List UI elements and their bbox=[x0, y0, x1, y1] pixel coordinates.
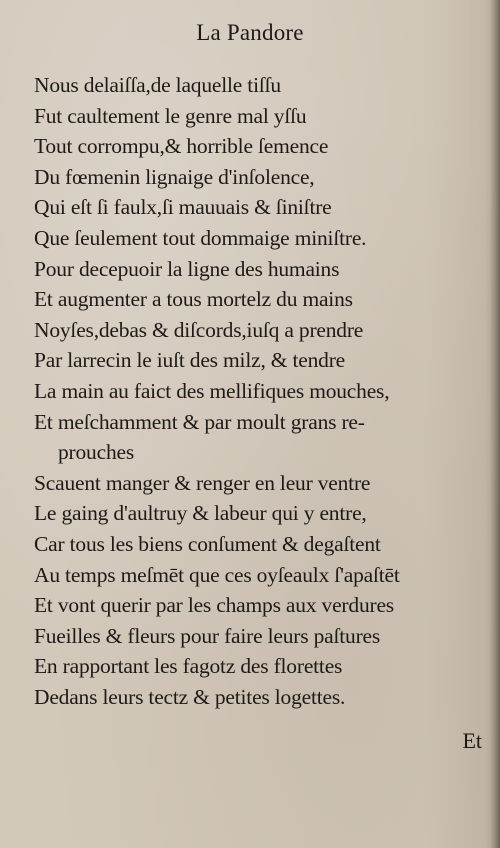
page-edge-shadow bbox=[490, 0, 500, 848]
verse-line: Le gaing d'aultruy & labeur qui y entre, bbox=[34, 501, 367, 526]
verse-line: Et vont querir par les champs aux verdures bbox=[34, 593, 394, 618]
verse-line: En rapportant les fagotz des florettes bbox=[34, 654, 343, 679]
verse-line: Du fœmenin lignaige d'inſolence, bbox=[34, 164, 315, 189]
verse-line: Car tous les biens conſument & degaſtent bbox=[34, 531, 381, 556]
verse-line: Qui eſt ſi faulx,ſi mauuais & ſiniſtre bbox=[34, 195, 332, 220]
verse-line: Par larrecin le iuſt des milz, & tendre bbox=[34, 348, 346, 373]
verse-line: Tout corrompu,& horrible ſemence bbox=[34, 134, 329, 159]
verse-line: Dedans leurs tectz & petites logettes. bbox=[34, 684, 346, 709]
verse-line: Fueilles & fleurs pour faire leurs paſtures bbox=[34, 623, 381, 648]
verse-line-continuation: prouches bbox=[58, 440, 135, 465]
verse-line: Scauent manger & renger en leur ventre bbox=[34, 470, 371, 495]
verse-line: La main au faict des mellifiques mouches, bbox=[34, 378, 390, 403]
verse-line: Que ſeulement tout dommaige miniſtre. bbox=[34, 225, 367, 250]
verse-line: Au temps meſmēt que ces oyſeaulx ſ'apaſtēt bbox=[34, 562, 400, 587]
verse-line: Noyſes,debas & diſcords,iuſq a prendre bbox=[34, 317, 364, 342]
verse-line: Et meſchamment & par moult grans re- bbox=[34, 409, 365, 434]
catchword: Et bbox=[462, 728, 482, 753]
verse-line: Fut caultement le genre mal yſſu bbox=[34, 103, 307, 128]
running-head: La Pandore bbox=[196, 20, 304, 45]
verse-line: Et augmenter a tous mortelz du mains bbox=[34, 287, 353, 312]
verse-line: Nous delaiſſa,de laquelle tiſſu bbox=[34, 73, 281, 97]
verse-line: Pour decepuoir la ligne des humains bbox=[34, 256, 340, 281]
verse-block bbox=[34, 70, 484, 712]
